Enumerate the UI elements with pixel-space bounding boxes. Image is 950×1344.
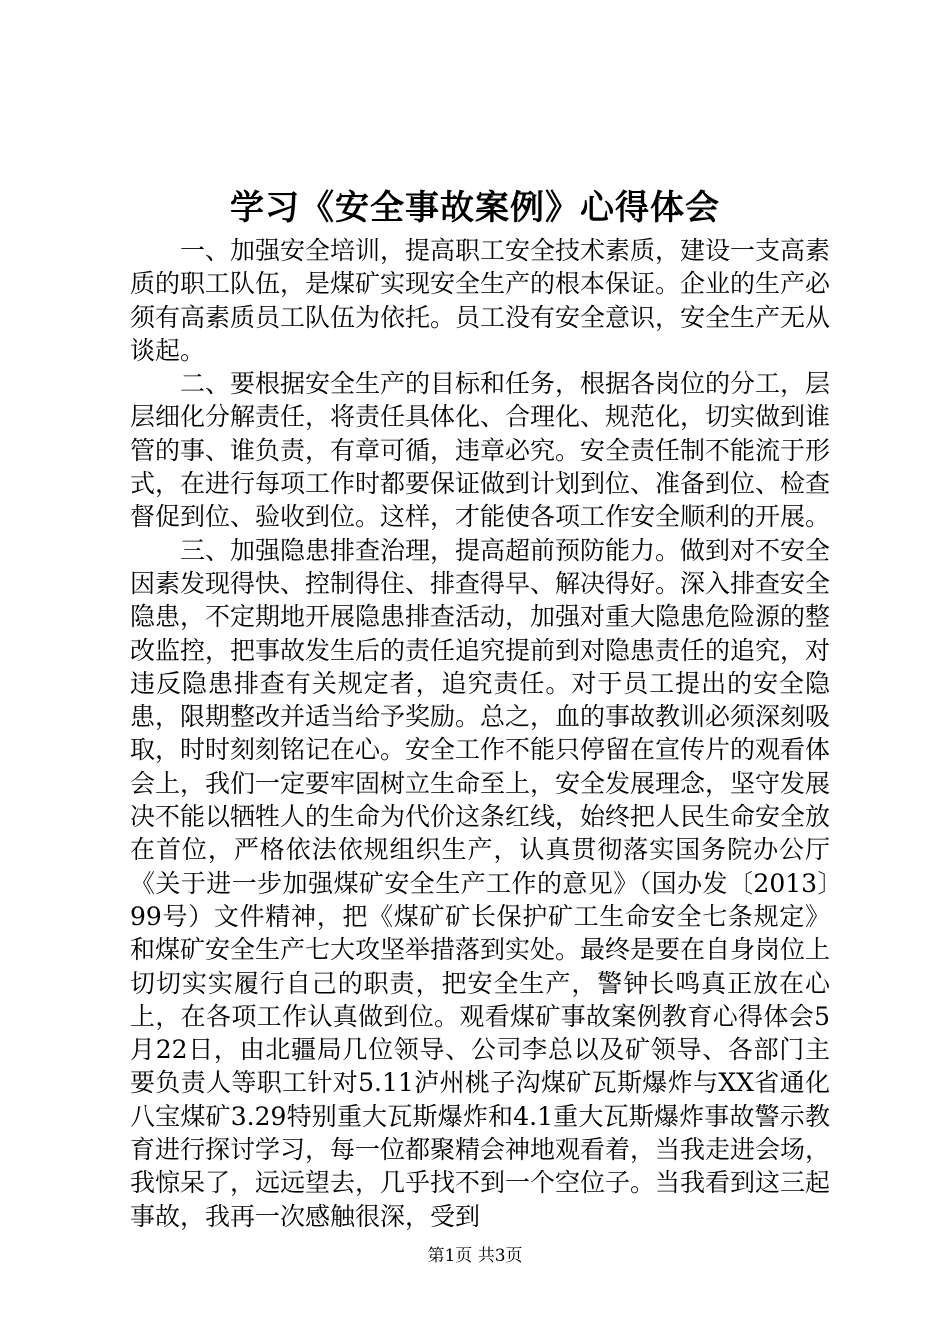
paragraph-1: 一、加强安全培训，提高职工安全技术素质，建设一支高素质的职工队伍，是煤矿实现安全生产的根本保证。企业的生产必须有高素质员工队伍为依托。员工没有安全意识，安全生产无从谈起。 (130, 236, 831, 365)
document-body (130, 234, 830, 1233)
page-number-footer: 第1页 共3页 (427, 1246, 523, 1266)
document-title: 学习《安全事故案例》心得体会 (230, 188, 720, 228)
paragraph-2: 二、要根据安全生产的目标和任务，根据各岗位的分工，层层细化分解责任，将责任具体化、合理化、规范化，切实做到谁管的事、谁负责，有章可循，违章必究。安全责任制不能流于形式，在进行每项工作时都要保证做到计划到位、准备到位、检查督促到位、验收到位。这样，才能使各项工作安全顺利的开展。 (130, 369, 831, 532)
paragraph-3: 三、加强隐患排查治理，提高超前预防能力。做到对不安全因素发现得快、控制得住、排查得早、解决得好。深入排查安全隐患，不定期地开展隐患排查活动，加强对重大隐患危险源的整改监控，把事故发生后的责任追究提前到对隐患责任的追究，对违反隐患排查有关规定者，追究责任。对于员工提出的安全隐患，限期整改并适当给予奖励。总之，血的事故教训必须深刻吸取，时时刻刻铭记在心。安全工作不能只停留在宣传片的观看体会上，我们一定要牢固树立生命至上，安全发展理念，坚守发展决不能以牺牲人的生命为代价这条红线，始终把人民生命安全放在首位，严格依法依规组织生产，认真贯彻落实国务院办公厅《关于进一步加强煤矿安全生产工作的意见》（国办发〔2013〕99号）文件精神，把《煤矿矿长保护矿工生命安全七条规定》和煤矿安全生产七大攻坚举措落到实处。最终是要在自身岗位上切切实实履行自己的职责，把安全生产，警钟长鸣真正放在心上，在各项工作认真做到位。观看煤矿事故案例教育心得体会5月22日，由北疆局几位领导、公司李总以及矿领导、各部门主要负责人等职工针对5.11泸州桃子沟煤矿瓦斯爆炸与XX省通化八宝煤矿3.29特别重大瓦斯爆炸和4.1重大瓦斯爆炸事故警示教育进行探讨学习，每一位都聚精会神地观看着，当我走进会场，我惊呆了，远远望去，几乎找不到一个空位子。当我看到这三起事故，我再一次感触很深，受到 (130, 535, 831, 1231)
